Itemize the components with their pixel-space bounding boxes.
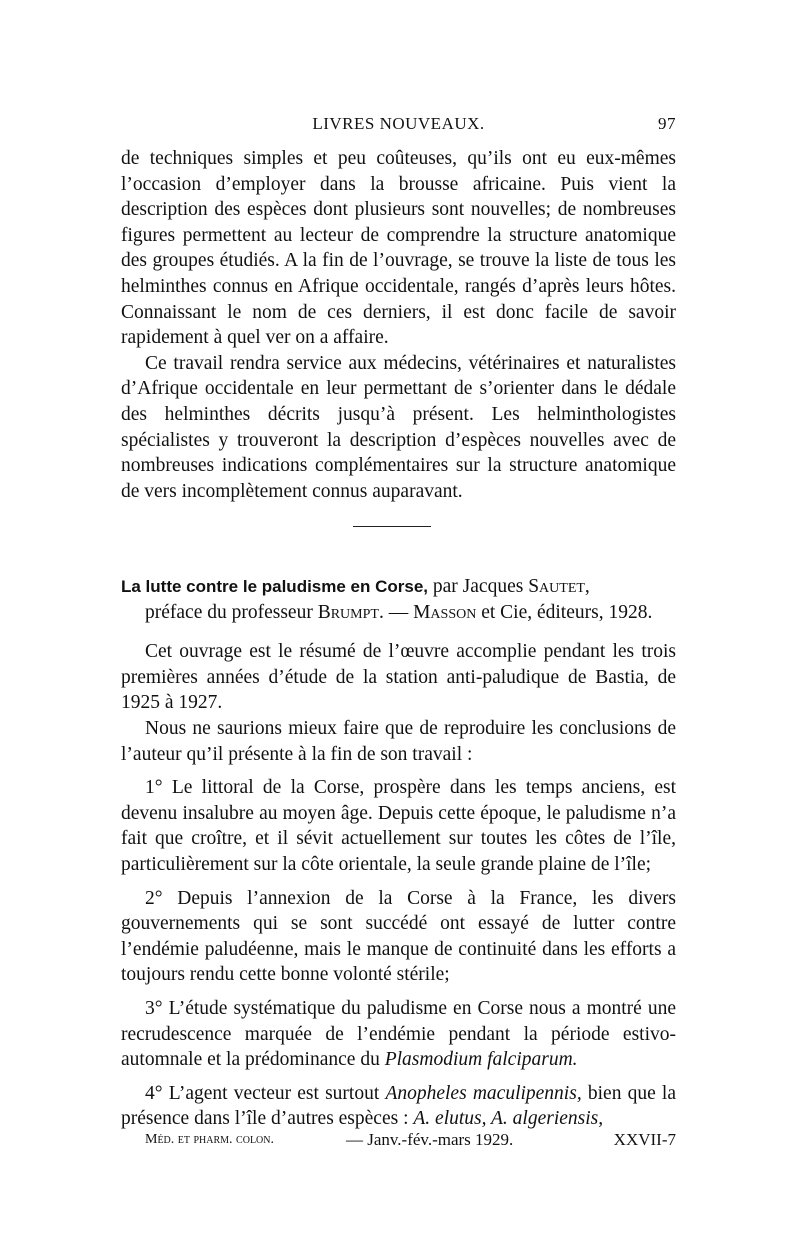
footer-date-group [346, 1130, 513, 1150]
conclusion-intro: Nous ne saurions mieux faire que de reproduire les conclusions de l’auteur qu’il présente à la fin de son travail : [121, 717, 676, 765]
conclusion-point-3 [121, 996, 676, 1073]
preface-name: Brumpt. [317, 601, 384, 623]
conclusion-point-1: 1° Le littoral de la Corse, prospère dans les temps anciens, est devenu insalubre au moyen âge. Depuis cette époque, le paludisme n’a fait que croître, et il sévit actuellement sur toutes les côtes de l’île, particulièrement sur la côte orientale, la seule grande plaine de l’île; [121, 777, 676, 875]
running-title: LIVRES NOUVEAUX. [312, 114, 485, 133]
page-footer [121, 1130, 676, 1154]
footer-date: Janv.-fév.-mars 1929. [367, 1130, 514, 1149]
citation [121, 574, 676, 600]
point-3-species: Plasmodium falciparum. [384, 1049, 578, 1071]
point-4-mid: bien que la présence dans l’île d’autres espèces : [121, 1082, 677, 1130]
citation-preface [121, 600, 676, 626]
book-title: La lutte contre le paludisme en Corse, [121, 577, 429, 596]
point-4-prefix: 4° L’agent vecteur est surtout [145, 1082, 380, 1104]
section-divider [353, 526, 431, 527]
footer-journal: Méd. et pharm. colon. [145, 1132, 275, 1147]
first-review-paragraph-1: de techniques simples et peu coûteuses, qu’ils ont eu eux-mêmes l’occasion d’employer dans la brousse africaine. Puis vient la description des espèces dont plusieurs sont nouvelles; de nombreuses figures permettent au lecteur de comprendre la structure anatomique des groupes étudiés. A la fin de l’ouvrage, se trouve la liste de tous les helminthes connus en Afrique occidentale, rangés d’après leurs hôtes. Connaissant le nom de ces derniers, il est donc facile de savoir rapidement à quel ver on a affaire. [121, 148, 676, 349]
publisher-dash: — [388, 601, 409, 623]
conclusion-point-4 [121, 1081, 676, 1132]
first-review-paragraph-2: Ce travail rendra service aux médecins, vétérinaires et naturalistes d’Afrique occidentale en leur permettant de s’orienter dans le dédale des helminthes décrits jusqu’à présent. Les helminthologistes spécialistes y trouveront la description d’espèces nouvelles avec de nombreuses indications complémentaires sur la structure anatomique de vers incomplètement connus auparavant. [121, 352, 676, 502]
first-review [121, 146, 676, 504]
point-3-text: 3° L’étude systématique du paludisme en Corse nous a montré une recrudescence marquée de l’endémie pendant la période estivo-automnale et la prédominance du [121, 997, 676, 1071]
point-4-species-2: A. elutus, A. algeriensis, [413, 1108, 604, 1130]
review-intro: Cet ouvrage est le résumé de l’œuvre accomplie pendant les trois premières années d’étude de la station anti-paludique de Bastia, de 1925 à 1927. [121, 641, 676, 714]
conclusion-point-2: 2° Depuis l’annexion de la Corse à la France, les divers gouvernements qui se sont succédé ont essayé de lutter contre l’endémie paludéenne, mais le manque de continuité dans les efforts a toujours rendu cette bonne volonté stérile; [121, 887, 676, 986]
point-4-species-1: Anopheles maculipennis, [385, 1082, 582, 1104]
citation-by: par Jacques [432, 576, 524, 597]
second-review [121, 574, 676, 1132]
running-header [121, 114, 676, 138]
publisher-suffix: et Cie, éditeurs, 1928. [481, 601, 653, 623]
author-name: Sautet, [528, 576, 590, 597]
footer-signature: XXVII-7 [613, 1130, 676, 1149]
footer-dash: — [346, 1130, 363, 1149]
page-number: 97 [658, 114, 676, 133]
publisher-name: Masson [413, 601, 477, 623]
preface-prefix: préface du professeur [145, 601, 313, 623]
